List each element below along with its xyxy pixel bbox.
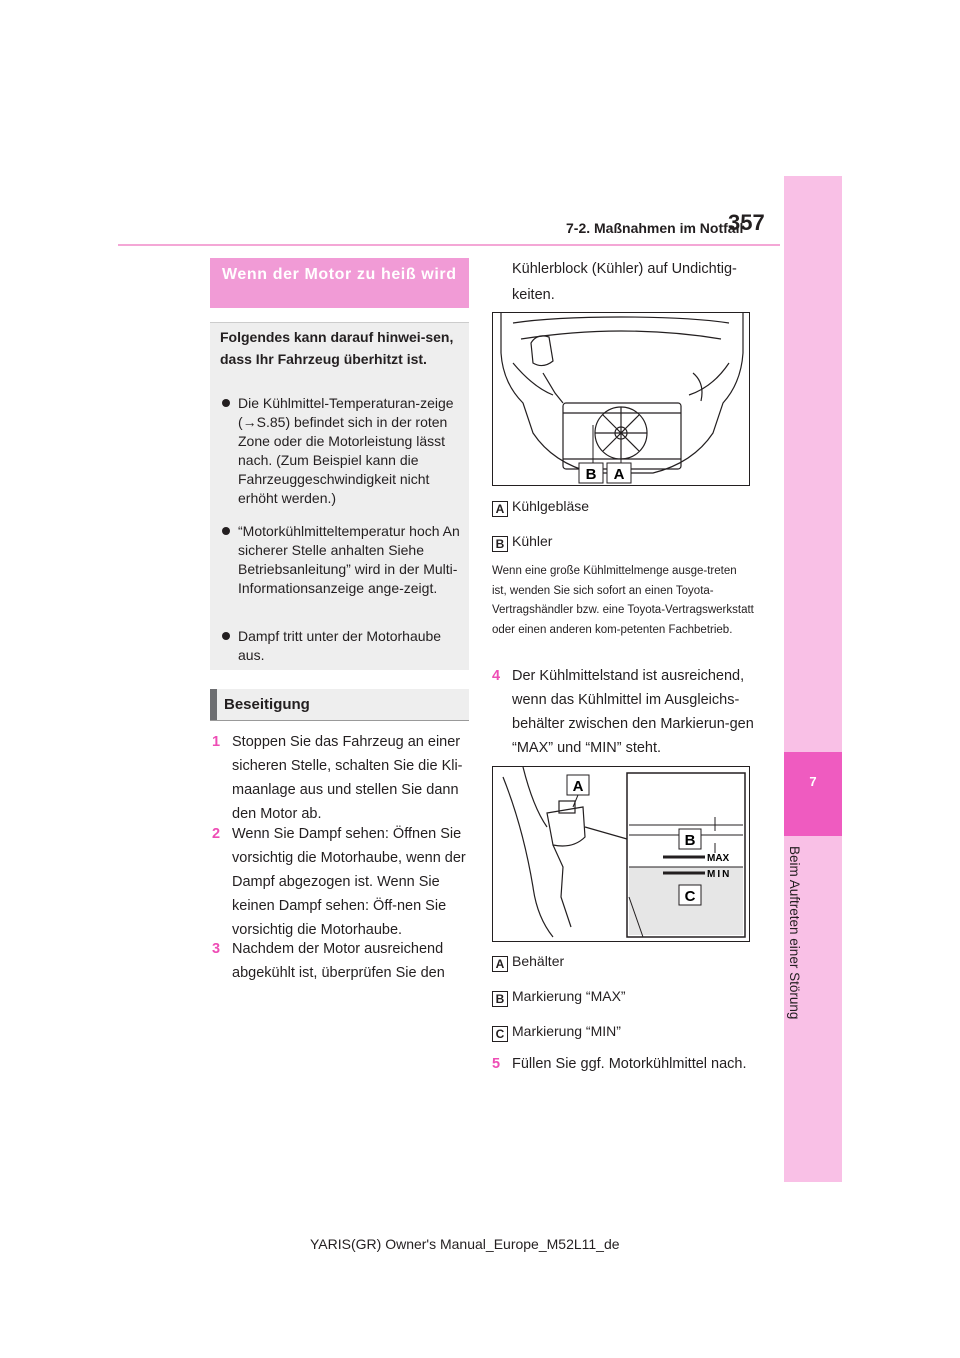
step-3-continued: Kühlerblock (Kühler) auf Undichtig-keiten. <box>512 261 737 303</box>
step-text: Stoppen Sie das Fahrzeug an einer sicheren Stelle, schalten Sie die Kli-maanlage aus und stellen Sie dann den Motor ab. <box>232 734 463 822</box>
step-number: 4 <box>492 668 501 684</box>
leak-note: Wenn eine große Kühlmittelmenge ausge-treten ist, wenden Sie sich sofort an einen Toyota-Vertragshändler bzw. eine Toyota-Vertragswerkstatt oder einen anderen kom-petenten Fachbetrieb. <box>492 565 754 636</box>
footer-manual-id: YARIS(GR) Owner's Manual_Europe_M52L11_de <box>310 1236 620 1252</box>
step-2 <box>212 822 472 942</box>
reservoir-figure <box>492 766 750 942</box>
chapter-title-text: Beim Auftreten einer Störung <box>787 846 802 1020</box>
info-box-border <box>210 322 469 323</box>
heading-engine-hot: Wenn der Motor zu heiß wird <box>222 266 457 283</box>
engine-bay-illustration <box>493 313 749 485</box>
step-5 <box>492 1052 754 1076</box>
fig2-max-mark: MAX <box>707 853 730 864</box>
step-text: Wenn Sie Dampf sehen: Öffnen Sie vorsichtig die Motorhaube, wenn der Dampf abgezogen ist. Wenn Sie keinen Dampf sehen: Öff-nen Sie vorsichtig die Motorhaube. <box>232 826 466 938</box>
legend-item <box>492 532 552 552</box>
bullet-dot-icon <box>222 399 230 407</box>
symptom-bullet <box>222 522 462 598</box>
fig2-label-c: C <box>684 888 696 905</box>
legend-text: Markierung “MIN” <box>512 1023 621 1039</box>
step-number: 5 <box>492 1056 501 1072</box>
bullet-text: Dampf tritt unter der Motorhaube aus. <box>238 628 442 663</box>
step-text: Der Kühlmittelstand ist ausreichend, wenn das Kühlmittel im Ausgleichs-behälter zwischen den Markierun-gen “MAX” und “MIN” steht. <box>512 668 754 756</box>
section-title: 7-2. Maßnahmen im Notfall <box>566 220 744 236</box>
legend-key: A <box>492 956 508 972</box>
bullet-dot-icon <box>222 632 230 640</box>
legend-item <box>492 952 564 972</box>
symptom-bullet <box>222 394 462 508</box>
step-1 <box>212 730 472 826</box>
fig1-label-a: A <box>613 466 625 483</box>
engine-bay-figure <box>492 312 750 486</box>
heading-remedy-rule <box>210 720 469 721</box>
chapter-number: 7 <box>809 774 817 789</box>
step-4 <box>492 664 754 760</box>
legend-key: B <box>492 991 508 1007</box>
step-number: 3 <box>212 941 221 957</box>
header-rule <box>118 244 780 246</box>
legend-text: Markierung “MAX” <box>512 988 626 1004</box>
fig2-min-mark: MIN <box>707 869 732 880</box>
info-box-intro: Folgendes kann darauf hinwei-sen, dass Ihr Fahrzeug überhitzt ist. <box>220 329 454 367</box>
legend-key: A <box>492 501 508 517</box>
fig2-label-a: A <box>572 778 584 795</box>
step-text: Nachdem der Motor ausreichend abgekühlt ist, überprüfen Sie den <box>232 941 445 981</box>
fig2-label-b: B <box>684 832 696 849</box>
legend-text: Kühler <box>512 533 553 549</box>
heading-remedy: Beseitigung <box>224 696 310 713</box>
legend-item <box>492 1022 621 1042</box>
bullet-text: Die Kühlmittel-Temperaturan-zeige (→S.85) befindet sich in der roten Zone oder die Motorleistung lässt nach. (Zum Beispiel kann die Fahrzeuggeschwindigkeit nicht erhöht werden.) <box>238 395 454 506</box>
step-number: 2 <box>212 826 221 842</box>
fig1-label-b: B <box>585 466 597 483</box>
step-3 <box>212 937 472 985</box>
legend-item <box>492 497 589 517</box>
heading-remedy-bar <box>210 689 217 720</box>
reservoir-illustration <box>493 767 749 941</box>
legend-text: Behälter <box>512 953 565 969</box>
step-number: 1 <box>212 734 221 750</box>
page-number: 357 <box>728 210 765 235</box>
bullet-text: “Motorkühlmitteltemperatur hoch An sicherer Stelle anhalten Siehe Betriebsanleitung” wird in der Multi-Informationsanzeige ange-zeigt. <box>238 523 460 596</box>
legend-item <box>492 987 626 1007</box>
bullet-dot-icon <box>222 527 230 535</box>
legend-key: C <box>492 1026 508 1042</box>
legend-text: Kühlgebläse <box>512 498 590 514</box>
step-text: Füllen Sie ggf. Motorkühlmittel nach. <box>512 1056 747 1072</box>
chapter-tab-active-marker <box>784 752 842 836</box>
legend-key: B <box>492 536 508 552</box>
chapter-title <box>786 846 806 1176</box>
symptom-bullet <box>222 627 462 665</box>
